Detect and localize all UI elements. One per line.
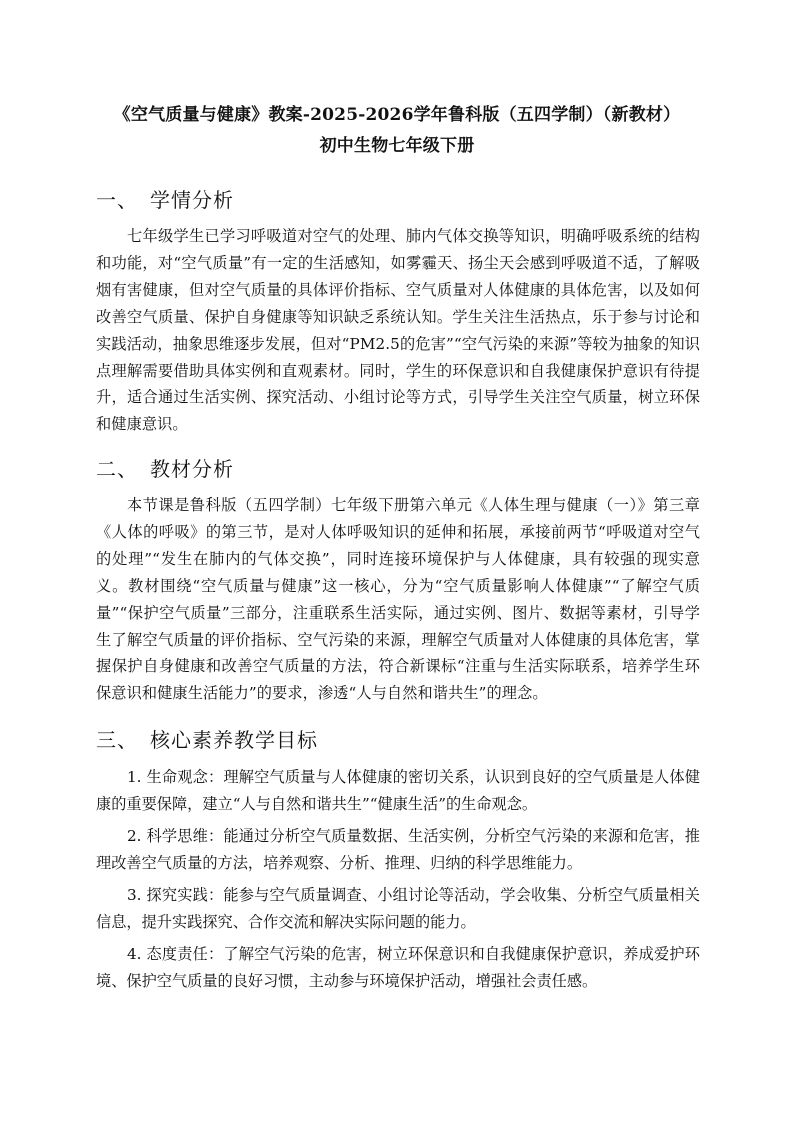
objective-item-attitude-responsibility: 4. 态度责任：了解空气污染的危害，树立环保意识和自我健康保护意识，养成爱护环境、保护空气质量的良好习惯，主动参与环境保护活动，增强社会责任感。 bbox=[96, 945, 700, 990]
section-heading-learner-analysis bbox=[96, 186, 234, 214]
objective-item-life-concept: 1. 生命观念：理解空气质量与人体健康的密切关系，认识到良好的空气质量是人体健康的重要保障，建立“人与自然和谐共生”“健康生活”的生命观念。 bbox=[96, 768, 700, 813]
learner-analysis-paragraph: 七年级学生已学习呼吸道对空气的处理、肺内气体交换等知识，明确呼吸系统的结构和功能，对“空气质量”有一定的生活感知，如雾霾天、扬尘天会感到呼吸道不适，了解吸烟有害健康，但对空气质量的具体评价指标、空气质量对人体健康的具体危害，以及如何改善空气质量、保护自身健康等知识缺乏系统认知。学生关注生活热点，乐于参与讨论和实践活动，抽象思维逐步发展，但对“PM2.5的危害”“空气污染的来源”等较为抽象的知识点理解需要借助具体实例和直观素材。同时，学生的环保意识和自我健康保护意识有待提升，适合通过生活实例、探究活动、小组讨论等方式，引导学生关注空气质量，树立环保和健康意识。 bbox=[96, 227, 700, 434]
section-heading-textbook-analysis bbox=[96, 455, 234, 483]
objective-item-inquiry-practice: 3. 探究实践：能参与空气质量调查、小组讨论等活动，学会收集、分析空气质量相关信息，提升实践探究、合作交流和解决实际问题的能力。 bbox=[96, 886, 700, 931]
section-heading-core-objectives bbox=[96, 726, 318, 754]
section-number: 二、 bbox=[96, 457, 138, 481]
section-title: 教材分析 bbox=[150, 457, 234, 481]
section-number: 一、 bbox=[96, 188, 138, 212]
section-number: 三、 bbox=[96, 728, 138, 752]
section-title: 学情分析 bbox=[150, 188, 234, 212]
document-title-line2: 初中生物七年级下册 bbox=[319, 136, 475, 156]
objective-item-scientific-thinking: 2. 科学思维：能通过分析空气质量数据、生活实例，分析空气污染的来源和危害，推理改善空气质量的方法，培养观察、分析、推理、归纳的科学思维能力。 bbox=[96, 827, 700, 872]
textbook-analysis-paragraph: 本节课是鲁科版（五四学制）七年级下册第六单元《人体生理与健康（一）》第三章《人体的呼吸》的第三节，是对人体呼吸知识的延伸和拓展，承接前两节“呼吸道对空气的处理”“发生在肺内的气体交换”，同时连接环境保护与人体健康，具有较强的现实意义。教材围绕“空气质量与健康”这一核心，分为“空气质量影响人体健康”“了解空气质量”“保护空气质量”三部分，注重联系生活实际，通过实例、图片、数据等素材，引导学生了解空气质量的评价指标、空气污染的来源，理解空气质量对人体健康的具体危害，掌握保护自身健康和改善空气质量的方法，符合新课标“注重与生活实际联系，培养学生环保意识和健康生活能力”的要求，渗透“人与自然和谐共生”的理念。 bbox=[96, 496, 700, 703]
section-title: 核心素养教学目标 bbox=[150, 728, 318, 752]
document-title-line1: 《空气质量与健康》教案-2025-2026学年鲁科版（五四学制）（新教材） bbox=[113, 105, 681, 125]
